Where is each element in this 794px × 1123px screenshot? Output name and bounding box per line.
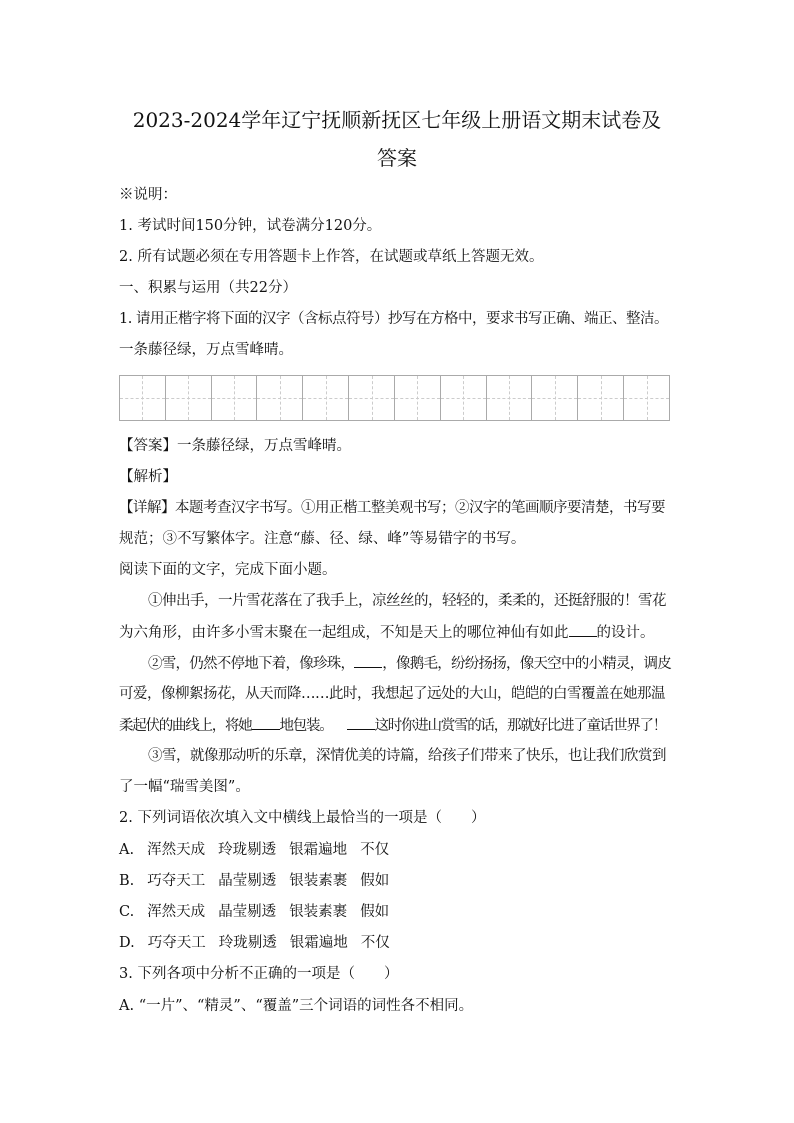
fill-blank xyxy=(252,715,280,730)
passage-p2 xyxy=(119,715,670,736)
option-word: 假如 xyxy=(360,904,390,920)
option-word: 浑然天成 xyxy=(147,904,206,920)
document-title-line1: 2023-2024学年辽宁抚顺新抚区七年级上册语文期末试卷及 xyxy=(132,108,662,132)
q3-option-a: A. “一片”、“精灵”、“覆盖”三个词语的词性各不相同。 xyxy=(119,998,474,1014)
fill-blank xyxy=(354,653,382,668)
grid-cell xyxy=(532,376,578,420)
reading-intro: 阅读下面的文字，完成下面小题。 xyxy=(119,562,337,578)
option-word: 晶莹剔透 xyxy=(218,904,277,920)
passage-p1: ①伸出手，一片雪花落在了我手上，凉丝丝的，轻轻的，柔柔的，还挺舒服的！雪花 xyxy=(148,593,666,609)
q1-analysis-label: 【解析】 xyxy=(119,469,177,485)
grid-cell xyxy=(487,376,533,420)
passage-text: ，像鹅毛，纷纷扬扬，像天空中的小精灵，调皮 xyxy=(382,656,671,672)
passage-text: 这时你进山赏雪的话，那就好比进了童话世界了！ xyxy=(374,718,666,734)
note-item: 2. 所有试题必须在专用答题卡上作答，在试题或草纸上答题无效。 xyxy=(119,249,544,265)
q3-prompt: 3. 下列各项中分析不正确的一项是（ ） xyxy=(119,966,399,982)
grid-cell xyxy=(624,376,669,420)
q2-option-b xyxy=(119,871,670,891)
grid-cell xyxy=(578,376,624,420)
passage-text: 为六角形，由许多小雪末聚在一起组成，不知是天上的哪位神仙有如此 xyxy=(119,625,569,641)
option-word: 银装素裹 xyxy=(289,904,348,920)
passage-p2: 可爱，像柳絮扬花，从天而降……此时，我想起了远处的大山，皑皑的白雪覆盖在她那温 xyxy=(119,686,665,702)
option-word: 巧夺天工 xyxy=(147,935,206,951)
option-label: C. xyxy=(119,904,135,920)
writing-grid xyxy=(119,375,670,421)
q1-detail: 【详解】本题考查汉字书写。①用正楷工整美观书写；②汉字的笔画顺序要清楚，书写要 xyxy=(119,500,665,516)
grid-cell xyxy=(349,376,395,420)
section-heading: 一、积累与运用（共22分） xyxy=(119,280,297,296)
fill-blank xyxy=(347,715,375,730)
grid-cell xyxy=(120,376,166,420)
option-word: 银装素裹 xyxy=(289,873,348,889)
passage-p3: ③雪，就像那动听的乐章，深情优美的诗篇，给孩子们带来了快乐，也让我们欣赏到 xyxy=(148,748,666,764)
passage-p3: 了一幅“瑞雪美图”。 xyxy=(119,779,250,795)
option-label: D. xyxy=(119,935,135,951)
option-label: B. xyxy=(119,873,135,889)
notes-heading: ※说明： xyxy=(119,187,177,203)
passage-text: 地包装。 xyxy=(279,718,333,734)
passage-text: ②雪，仍然不停地下着，像珍珠， xyxy=(148,656,355,672)
fill-blank xyxy=(569,622,597,637)
q1-answer: 【答案】一条藤径绿，万点雪峰晴。 xyxy=(119,438,351,454)
option-word: 不仅 xyxy=(360,935,390,951)
option-word: 浑然天成 xyxy=(147,842,206,858)
q1-prompt: 1. 请用正楷字将下面的汉字（含标点符号）抄写在方格中，要求书写正确、端正、整洁。 xyxy=(119,311,668,327)
option-word: 银霜遍地 xyxy=(289,842,348,858)
option-word: 巧夺天工 xyxy=(147,873,206,889)
q2-option-a xyxy=(119,840,670,860)
passage-text: 柔起伏的曲线上，将她 xyxy=(119,718,252,734)
q1-detail: 规范；③不写繁体字。注意“藤、径、绿、峰”等易错字的书写。 xyxy=(119,531,526,547)
option-word: 银霜遍地 xyxy=(289,935,348,951)
passage-p2 xyxy=(119,653,670,674)
option-word: 假如 xyxy=(360,873,390,889)
option-word: 不仅 xyxy=(360,842,390,858)
grid-cell xyxy=(257,376,303,420)
q1-copy-text: 一条藤径绿，万点雪峰晴。 xyxy=(119,342,293,358)
grid-cell xyxy=(441,376,487,420)
q2-option-c xyxy=(119,902,670,922)
grid-cell xyxy=(303,376,349,420)
q2-prompt: 2. 下列词语依次填入文中横线上最恰当的一项是（ ） xyxy=(119,810,486,826)
option-label: A. xyxy=(119,842,135,858)
q2-option-d xyxy=(119,933,670,953)
passage-p1 xyxy=(119,622,670,643)
grid-cell xyxy=(166,376,212,420)
option-word: 晶莹剔透 xyxy=(218,873,277,889)
option-word: 玲珑剔透 xyxy=(218,842,277,858)
grid-cell xyxy=(212,376,258,420)
passage-text: 的设计。 xyxy=(596,625,655,641)
note-item: 1. 考试时间150分钟，试卷满分120分。 xyxy=(119,218,382,234)
option-word: 玲珑剔透 xyxy=(218,935,277,951)
grid-cell xyxy=(395,376,441,420)
document-title-line2: 答案 xyxy=(377,146,417,170)
